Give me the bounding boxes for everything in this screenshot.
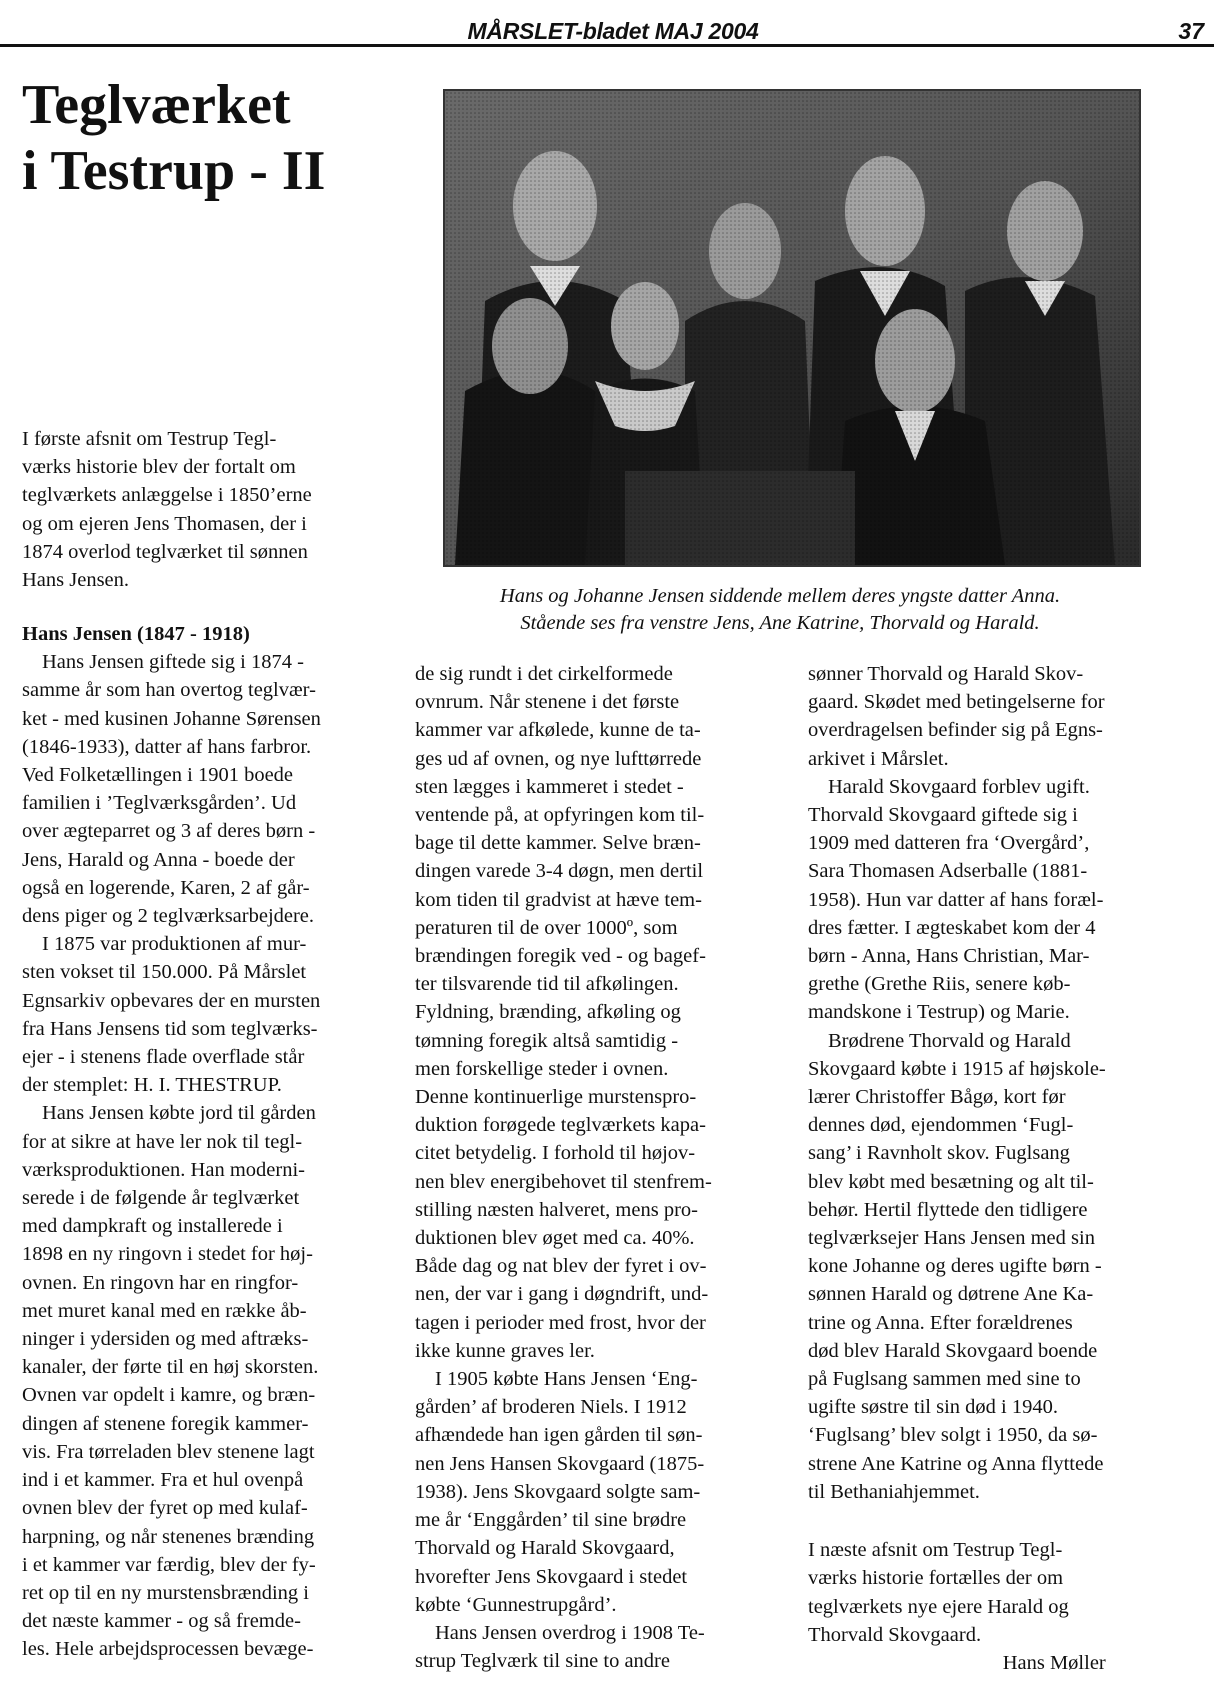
text-line: Sara Thomasen Adserballe (1881- — [808, 860, 1088, 883]
text-line: Hans Jensen giftede sig i 1874 - — [42, 651, 304, 674]
text-line: dens piger og 2 teglværksarbejdere. — [22, 905, 315, 928]
text-line: strup Teglværk til sine to andre — [415, 1650, 670, 1673]
family-photo-image — [445, 91, 1139, 565]
text-line: ovnrum. Når stenene i det første — [415, 691, 680, 714]
text-line: kom tiden til gradvist at hæve tem- — [415, 888, 702, 911]
paragraph-gap — [808, 1506, 1106, 1536]
text-line: kanaler, der førte til en høj skorsten. — [22, 1356, 319, 1379]
text-line: Thorvald Skovgaard giftede sig i — [808, 804, 1078, 827]
text-line: Hans Jensen overdrog i 1908 Te- — [435, 1621, 705, 1644]
text-line: me år ‘Enggården’ til sine brødre — [415, 1509, 687, 1532]
text-line: over ægteparret og 3 af deres børn - — [22, 820, 316, 843]
text-line: kammer var afkølede, kunne de ta- — [415, 719, 701, 742]
author-signature: Hans Møller — [1002, 1651, 1106, 1674]
text-line: gården’ af broderen Niels. I 1912 — [415, 1396, 687, 1419]
text-line: men forskellige steder i ovnen. — [415, 1057, 669, 1080]
text-line: sten vokset til 150.000. På Mårslet — [22, 961, 307, 984]
text-line: nen blev energibehovet til stenfrem- — [415, 1170, 712, 1193]
text-line: sten lægges i kammeret i stedet - — [415, 775, 684, 798]
text-line: brændingen foregik ved - og bagef- — [415, 945, 706, 968]
text-line: sønnen Harald og døtrene Ane Ka- — [808, 1283, 1094, 1306]
text-line: sønner Thorvald og Harald Skov- — [808, 663, 1084, 685]
text-line: tagen i perioder med frost, hvor der — [415, 1311, 706, 1334]
text-line: ind i et kammer. Fra et hul ovenpå — [22, 1469, 304, 1492]
outro-line: værks historie fortælles der om — [808, 1567, 1064, 1590]
text-line: stilling næsten halveret, mens pro- — [415, 1198, 698, 1221]
title-line-1: Teglværket — [22, 74, 291, 136]
text-line: Hans Jensen købte jord til gården — [42, 1102, 316, 1125]
text-line: med dampkraft og installerede i — [22, 1215, 283, 1238]
text-line: der stemplet: H. I. THESTRUP. — [22, 1074, 282, 1097]
text-line: 1909 med datteren fra ‘Overgård’, — [808, 832, 1090, 855]
text-line: afhændede han igen gården til søn- — [415, 1424, 703, 1447]
text-line: arkivet i Mårslet. — [808, 747, 949, 770]
text-line: 1958). Hun var datter af hans foræl- — [808, 888, 1104, 911]
text-line: det næste kammer - og så fremde- — [22, 1610, 301, 1633]
text-line: ikke kunne graves ler. — [415, 1339, 595, 1362]
text-line: samme år som han overtog teglvær- — [22, 679, 316, 702]
text-line: værksproduktionen. Han moderni- — [22, 1158, 305, 1181]
text-line: Skovgaard købte i 1915 af højskole- — [808, 1057, 1106, 1080]
text-line: død blev Harald Skovgaard boende — [808, 1339, 1098, 1362]
text-line: serede i de følgende år teglværket — [22, 1187, 300, 1210]
text-line: dres fætter. I ægteskabet kom der 4 — [808, 916, 1096, 939]
text-line: blev købt med besætning og alt til- — [808, 1170, 1094, 1193]
text-line: teglværksejer Hans Jensen med sin — [808, 1227, 1095, 1250]
publication-title: MÅRSLET-bladet MAJ 2004 — [467, 18, 759, 44]
text-line: dingen varede 3-4 døgn, men dertil — [415, 860, 704, 883]
text-line: ges ud af ovnen, og nye lufttørrede — [415, 747, 702, 770]
text-line: met muret kanal med en række åb- — [22, 1299, 307, 1322]
text-line: bage til dette kammer. Selve bræn- — [415, 832, 701, 855]
photo-caption — [420, 583, 1140, 637]
text-line: Ved Folketællingen i 1901 boede — [22, 764, 294, 787]
text-line: 1898 en ny ringovn i stedet for høj- — [22, 1243, 313, 1266]
text-line: børn - Anna, Hans Christian, Mar- — [808, 945, 1090, 968]
text-line: trine og Anna. Efter forældrenes — [808, 1311, 1073, 1334]
text-line: duktion forøgede teglværkets kapa- — [415, 1114, 706, 1137]
column-right — [808, 660, 1106, 1677]
title-line-2: i Testrup - II — [22, 140, 326, 202]
outro-line: I næste afsnit om Testrup Tegl- — [808, 1539, 1063, 1562]
text-line: behør. Hertil flyttede den tidligere — [808, 1198, 1088, 1221]
page-header — [0, 18, 1226, 46]
text-line: familien i ’Teglværksgården’. Ud — [22, 792, 297, 815]
text-line: harpning, og når stenenes brænding — [22, 1525, 315, 1548]
text-line: Ovnen var opdelt i kamre, og bræn- — [22, 1384, 316, 1407]
text-line: Denne kontinuerlige murstenspro- — [415, 1086, 697, 1109]
text-line: for at sikre at have ler nok til tegl- — [22, 1130, 303, 1153]
column-left — [22, 620, 321, 1664]
text-line: tømning foregik altså samtidig - — [415, 1029, 679, 1052]
text-line: ter tilsvarende tid til afkølingen. — [415, 973, 679, 996]
outro-line: Thorvald Skovgaard. — [808, 1623, 982, 1646]
page-number: 37 — [1178, 18, 1204, 44]
text-line: ovnen. En ringovn har en ringfor- — [22, 1271, 299, 1294]
text-line: les. Hele arbejdsprocessen bevæge- — [22, 1638, 314, 1661]
text-line: peraturen til de over 1000º, som — [415, 916, 678, 939]
text-line: Brødrene Thorvald og Harald — [828, 1029, 1071, 1052]
outro-line: teglværkets nye ejere Harald og — [808, 1595, 1069, 1618]
text-line: 1938). Jens Skovgaard solgte sam- — [415, 1480, 701, 1503]
text-line: Jens, Harald og Anna - boede der — [22, 848, 295, 871]
text-line: også en logerende, Karen, 2 af går- — [22, 876, 310, 899]
text-line: mandskone i Testrup) og Marie. — [808, 1001, 1070, 1024]
text-line: kone Johanne og deres ugifte børn - — [808, 1255, 1102, 1278]
caption-line-2: Stående ses fra venstre Jens, Ane Katrine, Thorvald og Harald. — [520, 612, 1040, 634]
text-line: citet betydelig. I forhold til højov- — [415, 1142, 696, 1165]
text-line: ket - med kusinen Johanne Sørensen — [22, 707, 321, 730]
section-subheading: Hans Jensen (1847 - 1918) — [22, 623, 250, 645]
intro-paragraph — [22, 425, 312, 594]
family-photo — [443, 89, 1141, 567]
text-line: ‘Fuglsang’ blev solgt i 1950, da sø- — [808, 1424, 1098, 1447]
intro-line: teglværkets anlæggelse i 1850’erne — [22, 484, 312, 507]
text-line: Egnsarkiv opbevares der en mursten — [22, 989, 321, 1012]
text-line: på Fuglsang sammen med sine to — [808, 1368, 1081, 1391]
text-line: ventende på, at opfyringen kom til- — [415, 804, 705, 827]
text-line: ninger i ydersiden og med aftræks- — [22, 1328, 309, 1351]
column-middle — [415, 660, 712, 1675]
text-line: vis. Fra tørreladen blev stenene lagt — [22, 1440, 315, 1463]
text-line: I 1875 var produktionen af mur- — [42, 933, 307, 956]
text-line: ovnen blev der fyret op med kulaf- — [22, 1497, 308, 1520]
intro-line: værks historie blev der fortalt om — [22, 456, 296, 479]
text-line: de sig rundt i det cirkelformede — [415, 663, 673, 685]
text-line: nen, der var i gang i døgndrift, und- — [415, 1283, 709, 1306]
text-line: lærer Christoffer Bågø, kort før — [808, 1086, 1066, 1109]
intro-line: og om ejeren Jens Thomasen, der i — [22, 512, 307, 535]
text-line: til Bethaniahjemmet. — [808, 1480, 980, 1503]
text-line: (1846-1933), datter af hans farbror. — [22, 735, 312, 758]
article-title — [22, 72, 325, 204]
text-line: i et kammer var færdig, blev der fy- — [22, 1553, 316, 1576]
text-line: fra Hans Jensens tid som teglværks- — [22, 1017, 318, 1040]
intro-line: I første afsnit om Testrup Tegl- — [22, 428, 277, 450]
text-line: Harald Skovgaard forblev ugift. — [828, 775, 1090, 798]
text-line: ret op til en ny murstensbrænding i — [22, 1581, 309, 1604]
text-line: Fyldning, brænding, afkøling og — [415, 1001, 681, 1024]
text-line: Både dag og nat blev der fyret i ov- — [415, 1255, 707, 1278]
text-line: hvorefter Jens Skovgaard i stedet — [415, 1565, 688, 1588]
text-line: sang’ i Ravnholt skov. Fuglsang — [808, 1142, 1070, 1165]
text-line: grethe (Grethe Riis, senere køb- — [808, 973, 1071, 996]
intro-line: Hans Jensen. — [22, 569, 130, 592]
text-line: dennes død, ejendommen ‘Fugl- — [808, 1114, 1074, 1137]
text-line: nen Jens Hansen Skovgaard (1875- — [415, 1452, 705, 1475]
text-line: Thorvald og Harald Skovgaard, — [415, 1537, 675, 1560]
text-line: gaard. Skødet med betingelserne for — [808, 691, 1105, 714]
text-line: dingen af stenene foregik kammer- — [22, 1412, 309, 1435]
text-line: overdragelsen befinder sig på Egns- — [808, 719, 1103, 742]
text-line: ejer - i stenens flade overflade står — [22, 1046, 305, 1069]
text-line: købte ‘Gunnestrupgård’. — [415, 1593, 617, 1616]
intro-line: 1874 overlod teglværket til sønnen — [22, 540, 308, 563]
text-line: ugifte søstre til sin død i 1940. — [808, 1396, 1058, 1419]
text-line: duktionen blev øget med ca. 40%. — [415, 1227, 695, 1250]
header-rule — [0, 44, 1214, 47]
text-line: strene Ane Katrine og Anna flyttede — [808, 1452, 1104, 1475]
text-line: I 1905 købte Hans Jensen ‘Eng- — [435, 1368, 698, 1391]
caption-line-1: Hans og Johanne Jensen siddende mellem deres yngste datter Anna. — [499, 585, 1061, 607]
